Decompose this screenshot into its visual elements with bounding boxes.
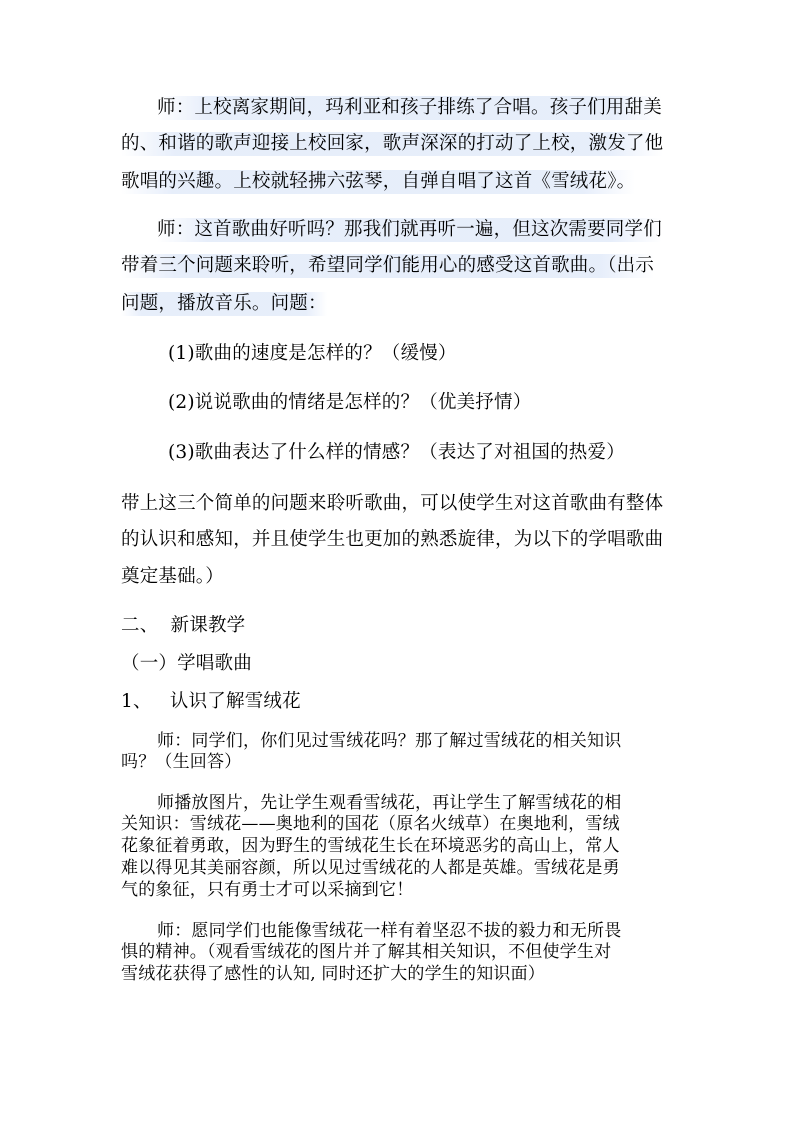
- paragraph-4-line-1: 师：同学们，你们见过雪绒花吗？那了解过雪绒花的相关知识: [157, 731, 622, 751]
- paragraph-3-line-2: 的认识和感知，并且使学生也更加的熟悉旋律，为以下的学唱歌曲: [121, 529, 664, 550]
- paragraph-1-line-2: 的、和谐的歌声迎接上校回家，歌声深深的打动了上校，激发了他: [121, 133, 664, 154]
- paragraph-2-line-3: 问题，播放音乐。问题：: [121, 293, 327, 314]
- paragraph-2-line-2: 带着三个问题来聆听，希望同学们能用心的感受这首歌曲。（出示: [121, 255, 655, 276]
- paragraph-5-line-2: 关知识：雪绒花——奥地利的国花（原名火绒草）在奥地利，雪绒: [121, 814, 620, 834]
- paragraph-1-line-3: 歌唱的兴趣。上校就轻拂六弦琴，自弹自唱了这首《雪绒花》。: [121, 171, 636, 192]
- paragraph-6-line-3: 雪绒花获得了感性的认知, 同时还扩大的学生的知识面）: [121, 964, 546, 984]
- subsection-heading-1: （一）学唱歌曲: [121, 653, 252, 674]
- paragraph-5-line-1: 师播放图片，先让学生观看雪绒花，再让学生了解雪绒花的相: [157, 793, 622, 813]
- paragraph-4-line-2: 吗？（生回答）: [121, 752, 242, 772]
- paragraph-2-line-1: 师：这首歌曲好听吗？那我们就再听一遍，但这次需要同学们: [157, 219, 662, 240]
- question-3: (3)歌曲表达了什么样的情感？（表达了对祖国的热爱）: [168, 442, 625, 463]
- paragraph-5-line-3: 花象征着勇敢，因为野生的雪绒花生长在环境恶劣的高山上，常人: [121, 836, 620, 856]
- paragraph-5-line-5: 气的象征，只有勇士才可以采摘到它！: [121, 880, 414, 900]
- paragraph-6-line-2: 惧的精神。（观看雪绒花的图片并了解其相关知识，不但使学生对: [121, 942, 612, 962]
- paragraph-5-line-4: 难以得见其美丽容颜，所以见过雪绒花的人都是英雄。雪绒花是勇: [121, 858, 620, 878]
- question-1: (1)歌曲的速度是怎样的？（缓慢）: [168, 343, 457, 364]
- item-heading-1: 1、 认识了解雪绒花: [121, 691, 301, 712]
- paragraph-6-line-1: 师：愿同学们也能像雪绒花一样有着坚忍不拔的毅力和无所畏: [157, 921, 622, 941]
- paragraph-3-line-3: 奠定基础。）: [121, 566, 224, 587]
- question-2: (2)说说歌曲的情绪是怎样的？（优美抒情）: [168, 392, 532, 413]
- paragraph-3-line-1: 带上这三个简单的问题来聆听歌曲，可以使学生对这首歌曲有整体: [121, 493, 664, 514]
- paragraph-1-line-1: 师：上校离家期间，玛利亚和孩子排练了合唱。孩子们用甜美: [157, 97, 662, 118]
- section-heading-2: 二、 新课教学: [121, 615, 246, 636]
